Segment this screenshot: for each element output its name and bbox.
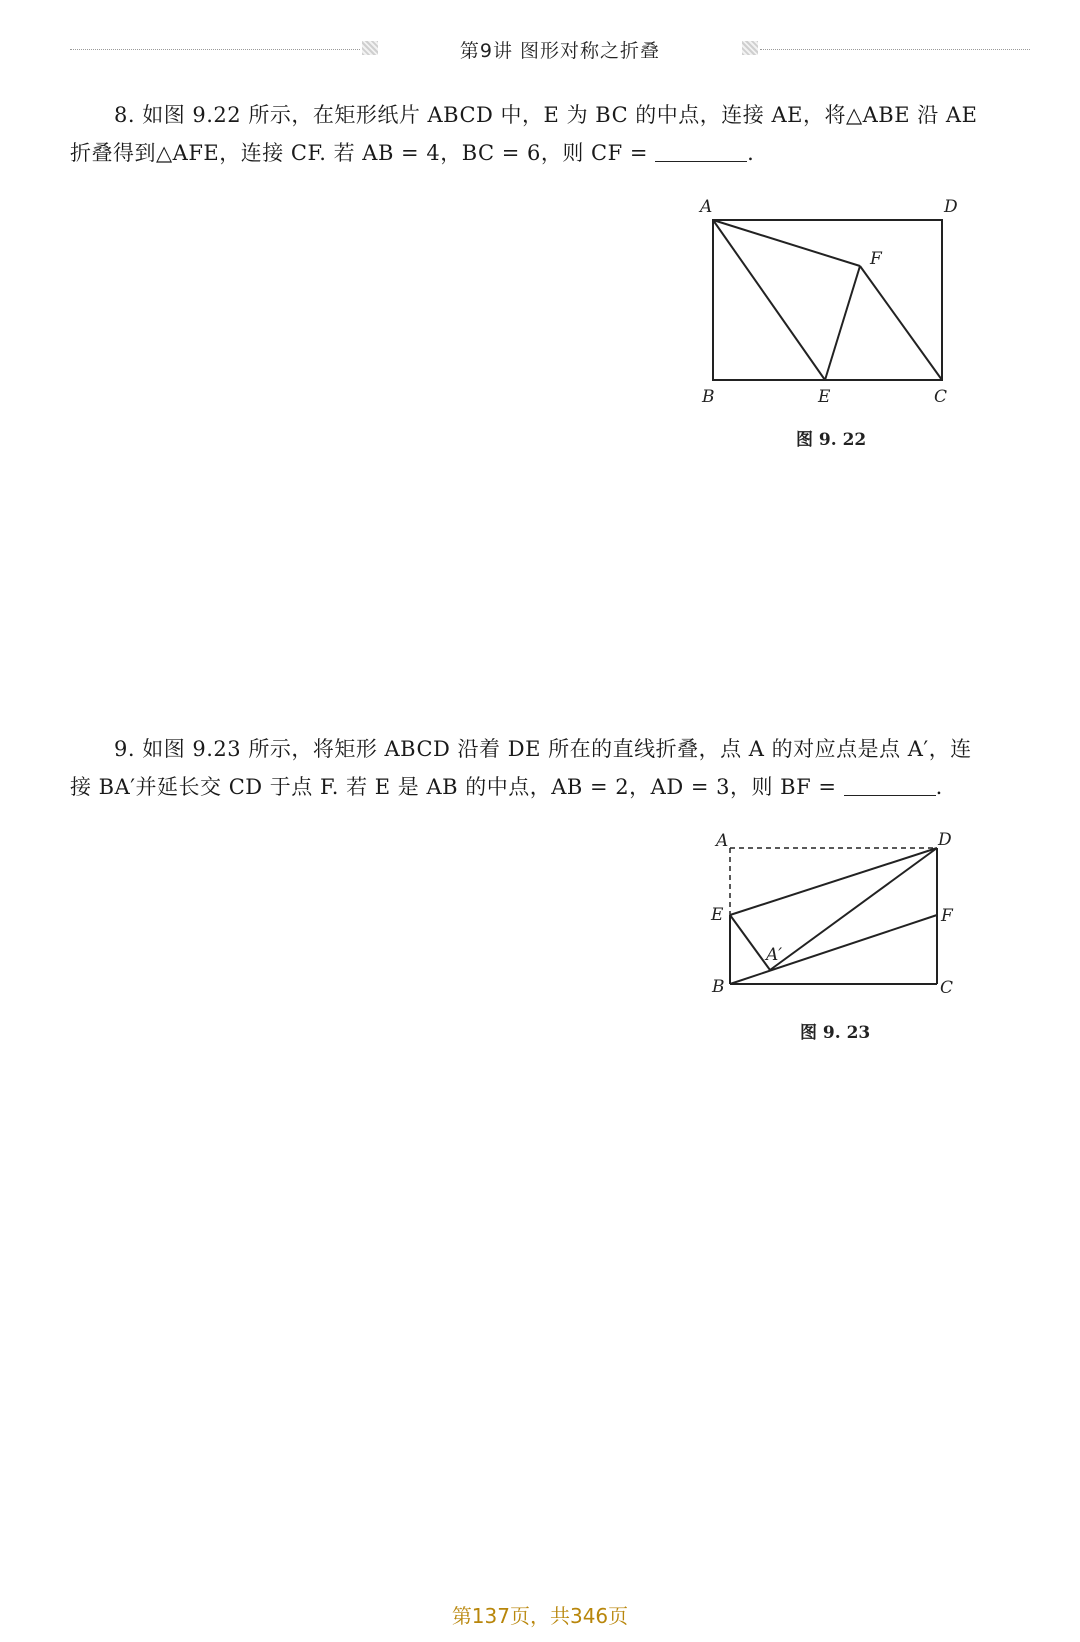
label-b: B bbox=[702, 387, 715, 407]
answer-blank-8[interactable] bbox=[655, 141, 747, 162]
problem-8-text: 折叠得到△AFE，连接 CF. 若 AB = 4，BC = 6，则 CF = bbox=[70, 141, 648, 165]
header-ornament-right bbox=[742, 41, 758, 55]
label-e: E bbox=[711, 905, 724, 925]
problem-9-text: 接 BA′并延长交 CD 于点 F. 若 E 是 AB 的中点，AB = 2，AD = 3，则 BF = bbox=[70, 775, 837, 799]
figure-9-22-caption: 图 9. 22 bbox=[796, 430, 867, 450]
label-d: D bbox=[944, 197, 958, 217]
header-rule-left bbox=[70, 49, 360, 50]
segment-a-prime-d bbox=[770, 848, 937, 970]
problem-8 bbox=[70, 96, 1030, 172]
problem-8-line-1: 8. 如图 9.22 所示，在矩形纸片 ABCD 中，E 为 BC 的中点，连接 AE，将△ABE 沿 AE bbox=[114, 103, 978, 127]
figure-9-23-caption: 图 9. 23 bbox=[800, 1023, 871, 1043]
segment-ea-prime bbox=[730, 915, 770, 970]
page-indicator: 第137页，共346页 bbox=[451, 1604, 629, 1628]
figure-9-23 bbox=[700, 825, 970, 1005]
segment-af bbox=[713, 220, 860, 266]
label-f: F bbox=[941, 906, 953, 926]
header-ornament-left bbox=[362, 41, 378, 55]
label-c: C bbox=[934, 387, 948, 407]
chapter-title: 第9讲 图形对称之折叠 bbox=[459, 40, 661, 62]
problem-8-line-2 bbox=[70, 134, 1030, 172]
answer-blank-9[interactable] bbox=[844, 775, 936, 796]
label-a-prime: A′ bbox=[766, 945, 783, 965]
header-rule-right bbox=[760, 49, 1030, 50]
label-c: C bbox=[940, 978, 954, 998]
problem-8-period: . bbox=[747, 141, 755, 165]
segment-ed bbox=[730, 848, 937, 915]
label-d: D bbox=[938, 830, 952, 850]
figure-9-22 bbox=[690, 190, 980, 420]
label-f: F bbox=[870, 249, 882, 269]
rectangle-abcd bbox=[713, 220, 942, 380]
label-a: A bbox=[716, 831, 729, 851]
problem-9-period: . bbox=[935, 775, 943, 799]
segment-ae bbox=[713, 220, 825, 380]
problem-9-line-2 bbox=[70, 768, 1030, 806]
segment-fe bbox=[825, 266, 860, 380]
segment-bf bbox=[730, 915, 937, 984]
label-e: E bbox=[818, 387, 831, 407]
problem-9 bbox=[70, 730, 1030, 806]
label-b: B bbox=[712, 977, 725, 997]
problem-9-line-1: 9. 如图 9.23 所示，将矩形 ABCD 沿着 DE 所在的直线折叠，点 A 的对应点是点 A′，连 bbox=[114, 737, 972, 761]
label-a: A bbox=[700, 197, 713, 217]
page-header bbox=[70, 36, 1030, 62]
segment-fc bbox=[860, 266, 942, 380]
